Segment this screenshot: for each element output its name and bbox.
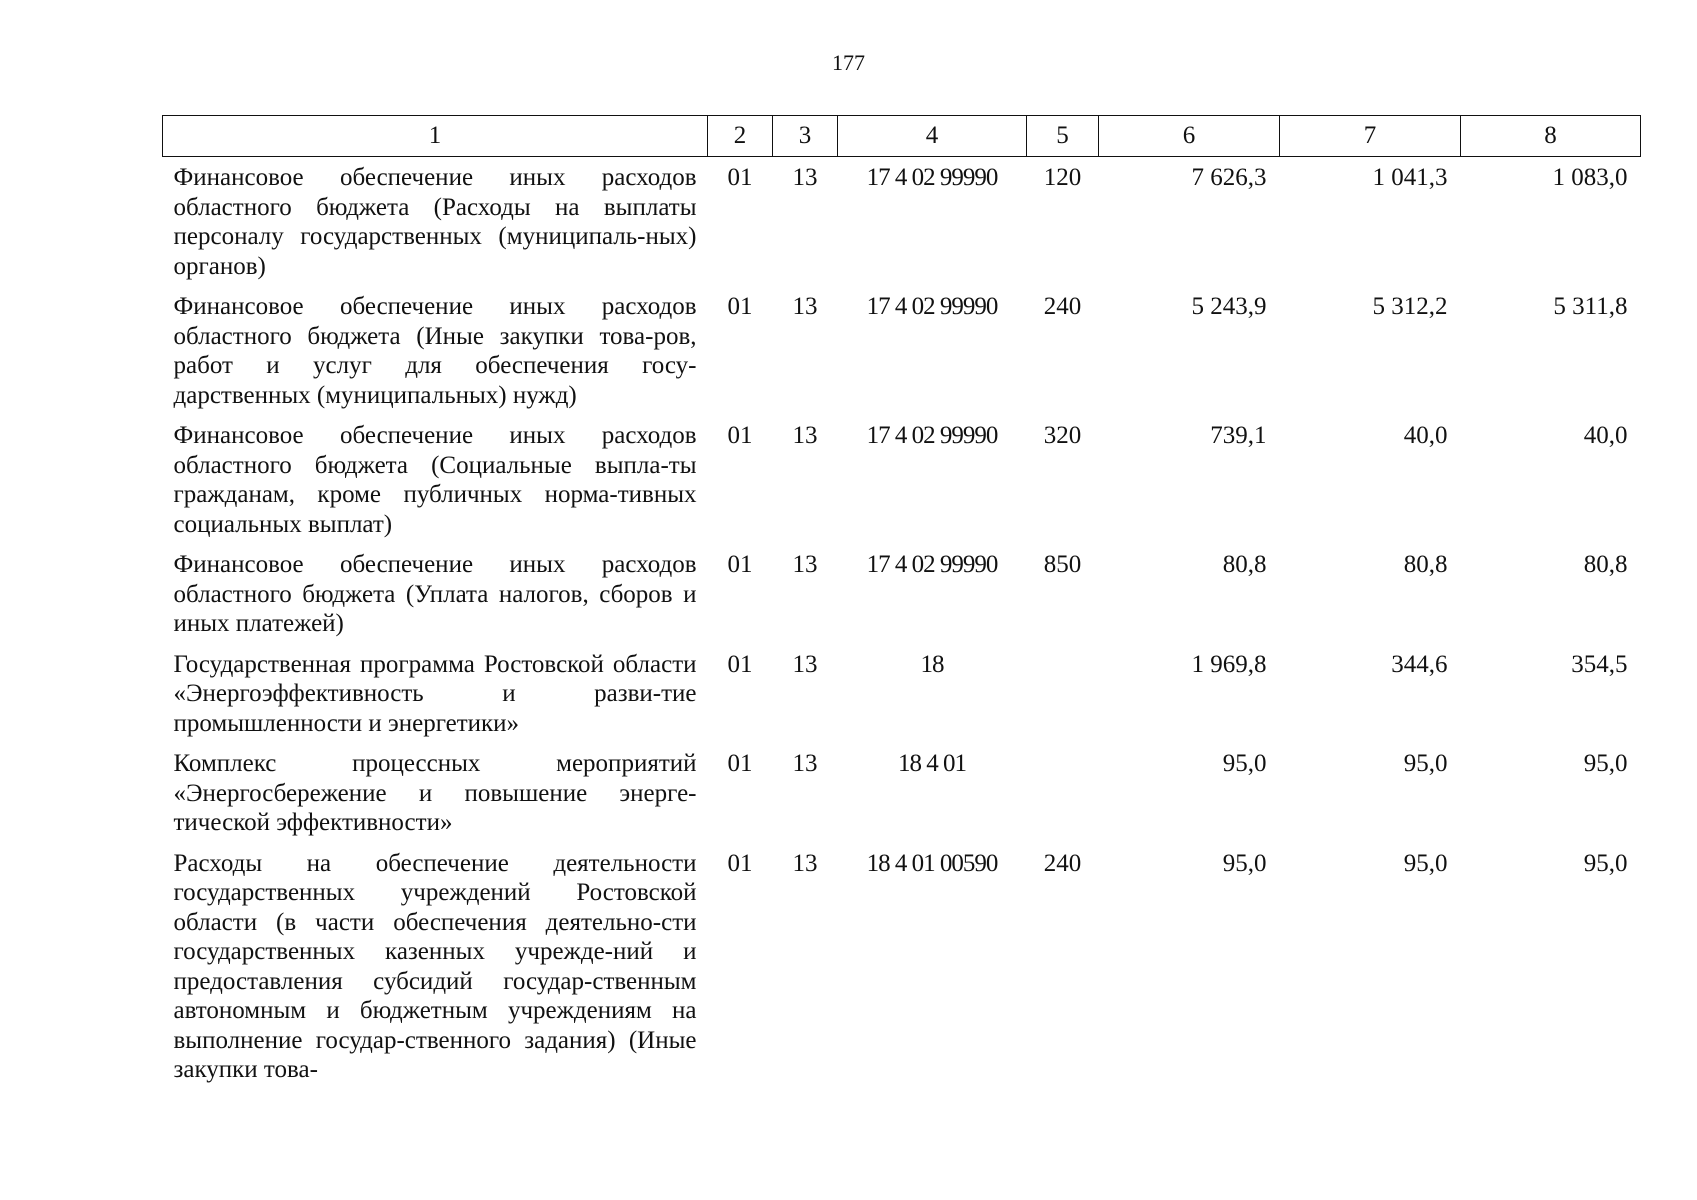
amount-col6: 5 243,9	[1191, 293, 1267, 320]
amount-col8: 95,0	[1583, 849, 1628, 877]
amount-col8: 5 311,8	[1553, 293, 1628, 320]
target-article-code: 17 4 02 99990	[866, 422, 998, 449]
section-code: 01	[727, 849, 753, 877]
expense-name: Государственная программа Ростовской области «Энергоэффективность и разви-тие промышленности и энергетики»	[173, 650, 697, 737]
section-code: 01	[727, 551, 753, 578]
column-header: 5	[1027, 116, 1099, 157]
table-row	[163, 743, 1641, 843]
table-row	[163, 644, 1641, 744]
column-header: 2	[708, 116, 773, 157]
budget-table	[162, 115, 1641, 1090]
amount-col7: 1 041,3	[1372, 164, 1448, 191]
expense-type-code: 320	[1043, 422, 1082, 449]
expense-name: Финансовое обеспечение иных расходов областного бюджета (Иные закупки това-ров, работ и услуг для обеспечения госу-дарственных (муниципальных) нужд)	[173, 293, 697, 409]
subsection-code: 13	[792, 650, 818, 678]
amount-col6: 80,8	[1222, 551, 1267, 578]
table-row	[163, 157, 1641, 287]
amount-col7: 80,8	[1403, 551, 1448, 578]
subsection-code: 13	[792, 551, 818, 578]
table-row	[163, 843, 1641, 1090]
column-header: 6	[1099, 116, 1280, 157]
section-code: 01	[727, 650, 753, 678]
amount-col8: 1 083,0	[1552, 164, 1628, 191]
subsection-code: 13	[792, 849, 818, 877]
amount-col8: 354,5	[1571, 650, 1628, 678]
expense-name: Финансовое обеспечение иных расходов областного бюджета (Расходы на выплаты персоналу государственных (муниципаль-ных) органов)	[173, 164, 697, 280]
amount-col6: 95,0	[1222, 750, 1267, 777]
expense-name: Комплекс процессных мероприятий «Энергосбережение и повышение энерге-тической эффективности»	[173, 750, 697, 836]
expense-name: Финансовое обеспечение иных расходов областного бюджета (Социальные выпла-ты гражданам, кроме публичных норма-тивных социальных выплат)	[173, 422, 697, 538]
section-code: 01	[727, 164, 753, 191]
column-header: 1	[163, 116, 708, 157]
subsection-code: 13	[792, 164, 818, 191]
section-code: 01	[727, 750, 753, 777]
expense-type-code: 120	[1043, 164, 1082, 191]
column-header: 4	[838, 116, 1027, 157]
table-row	[163, 286, 1641, 415]
target-article-code: 18 4 01	[898, 750, 966, 777]
amount-col7: 5 312,2	[1372, 293, 1448, 320]
expense-name: Расходы на обеспечение деятельности государственных учреждений Ростовской области (в части обеспечения деятельно-сти государственных казенных учрежде-ний и предоставления субсидий государ-ственным автономным и бюджетным учреждениям на выполнение государ-ственного задания) (Иные закупки това-	[173, 849, 697, 1083]
amount-col7: 344,6	[1391, 650, 1448, 678]
expense-type-code: 850	[1043, 551, 1082, 578]
target-article-code: 17 4 02 99990	[866, 293, 998, 320]
amount-col7: 95,0	[1403, 849, 1448, 877]
amount-col8: 95,0	[1583, 750, 1628, 777]
expense-type-code	[1027, 644, 1099, 744]
column-header: 8	[1461, 116, 1641, 157]
subsection-code: 13	[792, 750, 818, 777]
target-article-code: 17 4 02 99990	[866, 164, 998, 191]
table-header-row	[163, 116, 1641, 157]
section-code: 01	[727, 422, 753, 449]
expense-type-code: 240	[1043, 849, 1082, 877]
table-row	[163, 544, 1641, 644]
expense-name: Финансовое обеспечение иных расходов областного бюджета (Уплата налогов, сборов и иных платежей)	[173, 551, 697, 637]
amount-col6: 95,0	[1222, 849, 1267, 877]
amount-col6: 7 626,3	[1191, 164, 1267, 191]
amount-col7: 40,0	[1403, 422, 1448, 449]
section-code: 01	[727, 293, 753, 320]
amount-col6: 1 969,8	[1191, 650, 1267, 678]
expense-type-code	[1027, 743, 1099, 843]
amount-col8: 80,8	[1583, 551, 1628, 578]
target-article-code: 17 4 02 99990	[866, 551, 998, 578]
amount-col6: 739,1	[1210, 422, 1267, 449]
amount-col7: 95,0	[1403, 750, 1448, 777]
page-number: 177	[832, 50, 865, 75]
column-header: 7	[1280, 116, 1461, 157]
amount-col8: 40,0	[1583, 422, 1628, 449]
expense-type-code: 240	[1043, 293, 1082, 320]
column-header: 3	[773, 116, 838, 157]
target-article-code: 18	[920, 650, 944, 678]
target-article-code: 18 4 01 00590	[866, 849, 998, 877]
subsection-code: 13	[792, 293, 818, 320]
subsection-code: 13	[792, 422, 818, 449]
table-row	[163, 415, 1641, 544]
